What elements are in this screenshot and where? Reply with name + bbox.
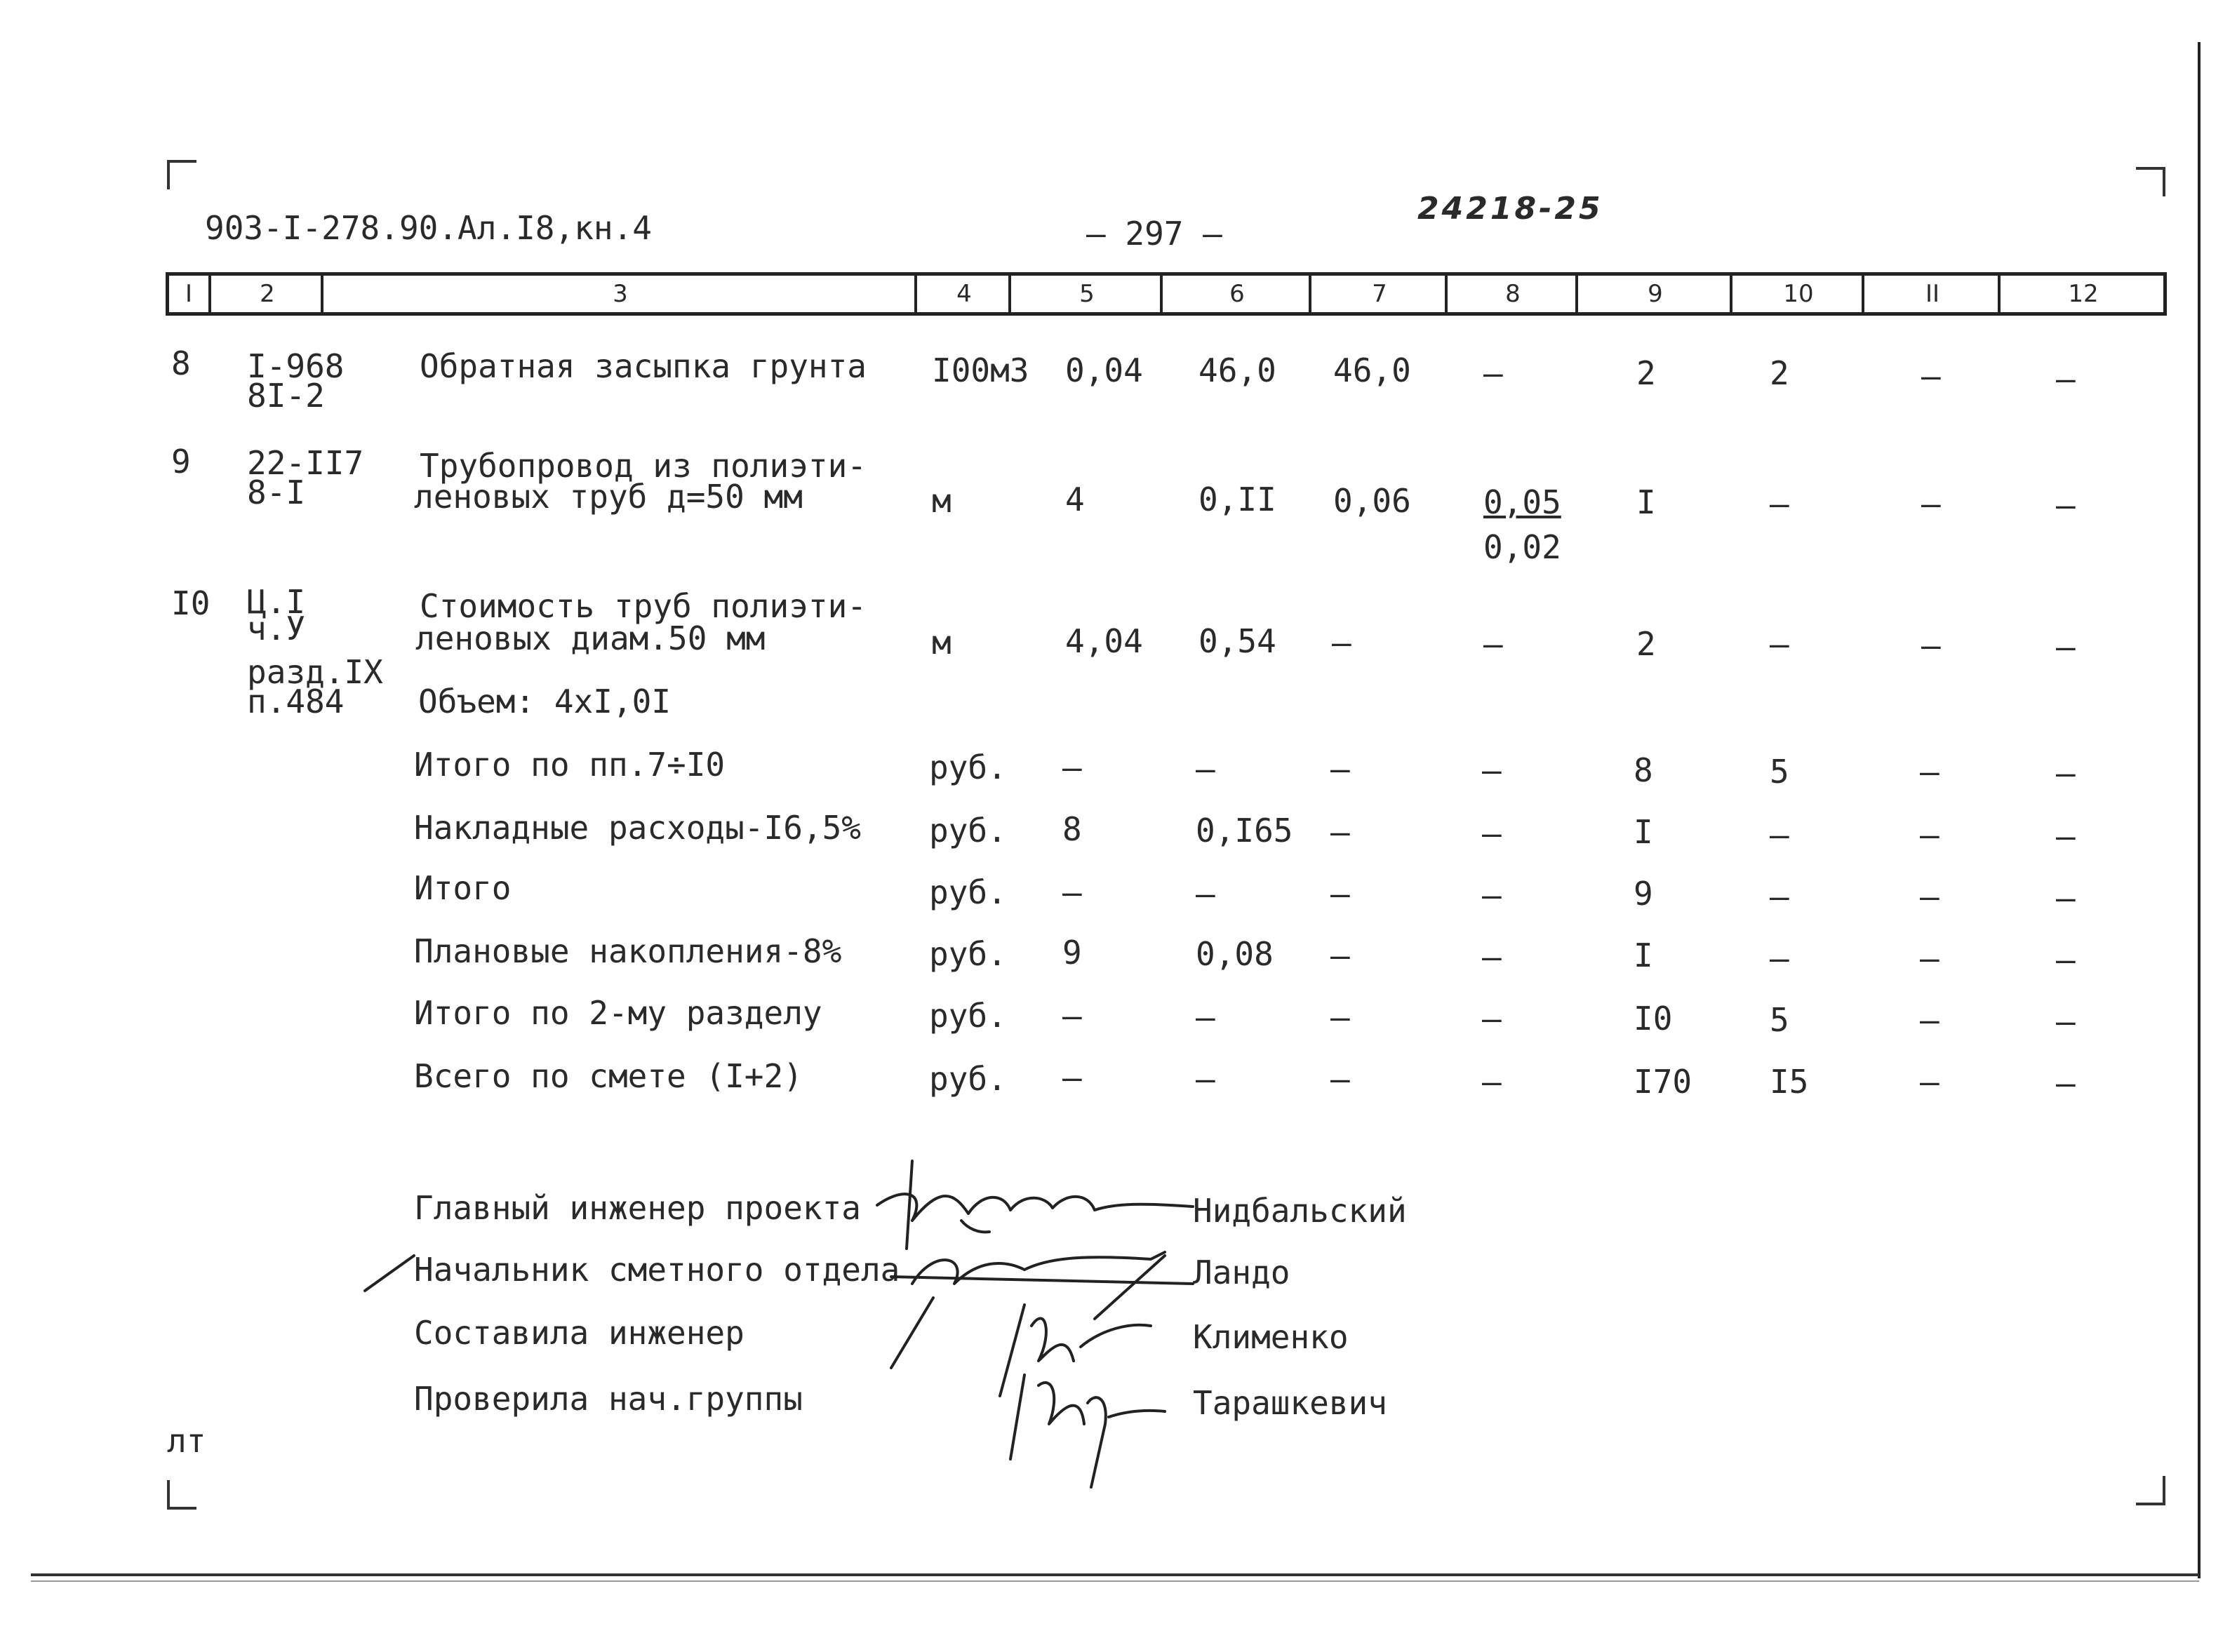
col-11: –: [1920, 1001, 1939, 1039]
col-5: 8: [1062, 810, 1082, 848]
col-10: I5: [1770, 1063, 1809, 1101]
col-10: –: [1770, 939, 1789, 977]
col-10: 5: [1770, 753, 1789, 791]
col-6: 0,II: [1198, 481, 1276, 518]
col-6: –: [1196, 1060, 1215, 1098]
col-8: –: [1482, 938, 1502, 976]
signature-scribble: [1010, 1375, 1024, 1459]
col-8-sub: 0,02: [1483, 528, 1561, 566]
col-8: –: [1483, 625, 1503, 663]
col-8: –: [1482, 876, 1502, 914]
signature-scribble: [907, 1161, 912, 1249]
col-6: –: [1196, 998, 1215, 1036]
col-10: –: [1770, 816, 1789, 854]
col-10: 5: [1770, 1001, 1789, 1039]
col-9: 2: [1636, 354, 1656, 392]
unit: руб.: [929, 748, 1007, 786]
work-name: Стоимость труб полиэти-: [420, 587, 867, 625]
col-7: 0,06: [1333, 482, 1411, 520]
col-9: I70: [1634, 1063, 1692, 1101]
norm-code: Ц.I: [247, 583, 306, 621]
column-number: 10: [1730, 276, 1864, 312]
signature-role: Проверила нач.группы: [414, 1380, 803, 1418]
column-number: 5: [1008, 276, 1163, 312]
signature-scribble: [961, 1221, 989, 1232]
signature-scribble: [365, 1256, 414, 1291]
row-number: 8: [171, 344, 191, 382]
unit: м: [932, 624, 951, 662]
signature-scribble: [1095, 1256, 1165, 1319]
col-5: 4,04: [1065, 622, 1143, 660]
col-5: 4: [1065, 481, 1085, 518]
col-7: –: [1330, 936, 1350, 974]
signature-role: Составила инженер: [414, 1314, 744, 1352]
unit: руб.: [929, 997, 1007, 1035]
col-11: –: [1920, 878, 1939, 915]
total-name: Накладные расходы-I6,5%: [414, 809, 861, 847]
col-5: 9: [1062, 934, 1082, 972]
col-8: 0,05: [1483, 483, 1561, 521]
col-11: –: [1920, 816, 1939, 854]
unit: руб.: [929, 812, 1007, 849]
col-8: –: [1482, 751, 1502, 789]
signature-scribble: [1000, 1305, 1024, 1396]
signature-name: Ландо: [1193, 1254, 1290, 1291]
col-12: –: [2056, 879, 2076, 917]
volume-note: Объем: 4хI,0I: [418, 683, 672, 720]
norm-code: ч.У: [247, 610, 306, 647]
col-6: –: [1196, 750, 1215, 788]
col-7: –: [1330, 750, 1350, 788]
col-12: –: [2056, 817, 2076, 855]
signature-name: Клименко: [1193, 1318, 1349, 1356]
document-code: 903-I-278.90.Ал.I8,кн.4: [205, 209, 652, 247]
col-6: –: [1196, 875, 1215, 913]
col-12: –: [2056, 628, 2076, 666]
norm-code: I-968: [247, 347, 345, 385]
norm-code: 8I-2: [247, 377, 325, 415]
col-12: –: [2056, 754, 2076, 792]
col-9: I: [1636, 483, 1656, 521]
col-9: I: [1634, 813, 1653, 851]
col-12: –: [2056, 1002, 2076, 1040]
signature-scribble: [877, 1194, 1193, 1221]
row-number: I0: [171, 584, 211, 622]
col-5: –: [1062, 997, 1082, 1035]
footer-mark: лт: [167, 1422, 206, 1460]
col-10: –: [1770, 878, 1789, 915]
total-name: Итого: [414, 869, 512, 907]
unit: м: [932, 482, 951, 520]
signature-scribble: [1109, 1411, 1165, 1417]
norm-code: 8-I: [247, 474, 306, 511]
column-number: I: [185, 280, 193, 308]
col-9: 9: [1634, 875, 1653, 913]
col-7: –: [1330, 998, 1350, 1036]
signature-scribble: [1031, 1319, 1074, 1361]
col-6: 0,54: [1198, 622, 1276, 660]
col-6: 0,08: [1196, 935, 1274, 973]
col-11: –: [1920, 939, 1939, 977]
column-number: II: [1862, 276, 2001, 312]
col-9: I: [1634, 936, 1653, 974]
col-10: 2: [1770, 354, 1789, 392]
signature-role: Начальник сметного отдела: [414, 1251, 900, 1289]
total-name: Всего по смете (I+2): [414, 1057, 803, 1095]
column-number: 4: [914, 276, 1011, 312]
column-number: 8: [1445, 276, 1578, 312]
norm-code: п.484: [247, 683, 345, 720]
col-7: –: [1330, 1060, 1350, 1098]
col-7: –: [1330, 813, 1350, 851]
column-number: 9: [1575, 276, 1732, 312]
unit: руб.: [929, 1060, 1007, 1098]
col-6: 46,0: [1198, 351, 1276, 389]
page-number: — 297 —: [1086, 215, 1222, 253]
stamp-number: 24218-25: [1417, 191, 1603, 227]
col-5: –: [1062, 748, 1082, 786]
signature-role: Главный инженер проекта: [414, 1189, 861, 1227]
signature-scribble: [1081, 1325, 1151, 1347]
col-7: 46,0: [1333, 351, 1411, 389]
col-10: –: [1770, 485, 1789, 523]
col-11: –: [1920, 753, 1939, 791]
unit: I00м3: [932, 351, 1029, 389]
signature-scribble: [891, 1277, 1193, 1284]
norm-code: 22-II7: [247, 444, 364, 482]
total-name: Плановые накопления-8%: [414, 932, 842, 970]
column-number: 3: [321, 276, 917, 312]
col-8: –: [1483, 354, 1503, 392]
col-5: –: [1062, 873, 1082, 911]
signature-name: Тарашкевич: [1193, 1384, 1387, 1422]
work-name: Обратная засыпка грунта: [420, 347, 867, 385]
total-name: Итого по пп.7÷I0: [414, 746, 726, 784]
work-name: леновых диам.50 мм: [415, 619, 766, 657]
signature-name: Нидбальский: [1193, 1192, 1407, 1230]
col-12: –: [2056, 1064, 2076, 1102]
norm-code: разд.IX: [247, 653, 383, 691]
unit: руб.: [929, 935, 1007, 973]
col-11: –: [1921, 485, 1941, 523]
column-number: 2: [208, 276, 323, 312]
signature-scribble: [1088, 1397, 1106, 1487]
col-9: 8: [1634, 751, 1653, 789]
col-5: 0,04: [1065, 351, 1143, 389]
col-5: –: [1062, 1059, 1082, 1096]
signature-scribble: [891, 1298, 933, 1368]
work-name: леновых труб д=50 мм: [414, 478, 803, 516]
work-name: Трубопровод из полиэти-: [420, 447, 867, 485]
col-11: –: [1921, 357, 1941, 395]
signature-scribble: [1039, 1383, 1084, 1424]
column-number: 6: [1160, 276, 1311, 312]
col-10: –: [1770, 625, 1789, 663]
col-12: –: [2056, 486, 2076, 524]
total-name: Итого по 2-му разделу: [414, 994, 822, 1032]
col-9: 2: [1636, 625, 1656, 663]
col-12: –: [2056, 941, 2076, 979]
row-number: 9: [171, 443, 191, 481]
col-8: –: [1482, 814, 1502, 852]
unit: руб.: [929, 873, 1007, 911]
col-11: –: [1920, 1063, 1939, 1101]
column-number: 12: [1998, 276, 2166, 312]
col-11: –: [1921, 626, 1941, 664]
col-9: I0: [1634, 1000, 1673, 1037]
col-7: –: [1332, 624, 1351, 662]
col-7: –: [1330, 875, 1350, 913]
col-8: –: [1482, 1063, 1502, 1101]
col-8: –: [1482, 1000, 1502, 1037]
col-12: –: [2056, 360, 2076, 398]
column-number: 7: [1309, 276, 1448, 312]
col-6: 0,I65: [1196, 812, 1293, 849]
